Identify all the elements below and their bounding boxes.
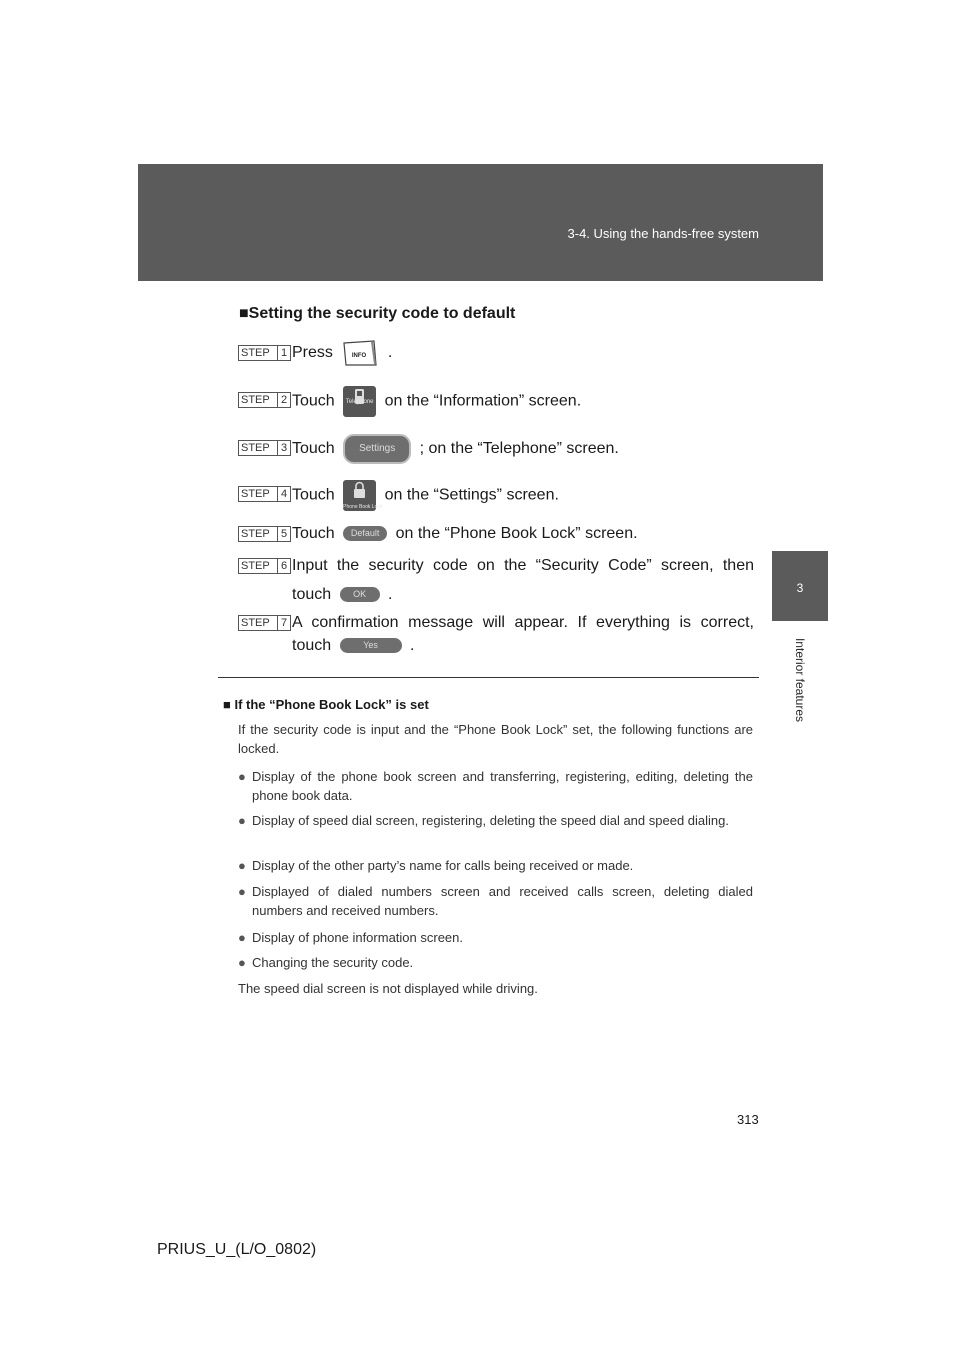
section-title: ■Setting the security code to default (239, 305, 516, 322)
step-4: STEP 4 Touch Phone Book Lock on the “Settings” screen. (238, 480, 754, 512)
step-badge: STEP 4 (238, 486, 291, 502)
step-7: STEP 7 A confirmation message will appear. If everything is correct, touch Yes . (238, 609, 754, 669)
chapter-tab-label (790, 628, 810, 732)
settings-button[interactable]: Settings (343, 434, 411, 464)
bullet-icon: ● (238, 858, 246, 873)
step-3: STEP 3 Touch Settings ; on the “Telephone” screen. (238, 434, 754, 464)
step-5: STEP 5 Touch Default on the “Phone Book Lock” screen. (238, 520, 754, 550)
note-title: ■ If the “Phone Book Lock” is set (223, 697, 429, 712)
default-button[interactable]: Default (343, 526, 387, 541)
step-badge: STEP 5 (238, 526, 291, 542)
telephone-icon[interactable]: Telephone (343, 386, 376, 417)
note-bullet: ● Display of the other party’s name for calls being received or made. (238, 858, 634, 873)
bullet-icon: ● (238, 813, 246, 828)
yes-button[interactable]: Yes (340, 638, 402, 653)
step-badge: STEP 6 (238, 558, 291, 574)
step-6: STEP 6 Input the security code on the “Security Code” screen, then touch OK . (238, 552, 754, 612)
note-bullet: ● Displayed of dialed numbers screen and received calls screen, deleting dialed numbers and received numbers. (238, 884, 753, 918)
step-2: STEP 2 Touch Telephone on the “Information” screen. (238, 386, 754, 418)
footer-code: PRIUS_U_(L/O_0802) (157, 1241, 317, 1258)
section-divider (218, 677, 759, 678)
info-key-icon (342, 339, 378, 367)
chapter-tab-label-text: Interior features (793, 637, 807, 723)
note-intro: If the security code is input and the “Phone Book Lock” set, the following functions are locked. (238, 722, 753, 756)
step-badge: STEP 7 (238, 615, 291, 631)
page-number: 313 (737, 1112, 759, 1127)
bullet-icon: ● (238, 955, 246, 970)
bullet-icon: ● (238, 769, 246, 784)
step-badge: STEP 2 (238, 392, 291, 408)
note-bullet: ● Display of phone information screen. (238, 930, 464, 945)
ok-button[interactable]: OK (340, 587, 380, 602)
bullet-icon: ● (238, 884, 246, 899)
phone-book-lock-icon[interactable]: Phone Book Lock (343, 480, 376, 511)
note-bullet: ● Display of the phone book screen and transferring, registering, editing, deleting the phone book data. (238, 769, 753, 803)
step-badge: STEP 1 (238, 345, 291, 361)
note-bullet: ● Display of speed dial screen, registering, deleting the speed dial and speed dialing. (238, 813, 729, 828)
note-bullet: ● Changing the security code. (238, 955, 414, 970)
step-1: STEP 1 Press INFO . (238, 339, 754, 369)
bullet-icon: ● (238, 930, 246, 945)
chapter-tab-number: 3 (796, 581, 804, 595)
note-outro: The speed dial screen is not displayed while driving. (238, 981, 538, 996)
svg-text:INFO: INFO (352, 353, 367, 359)
chapter-header (138, 164, 823, 281)
chapter-header-title: 3-4. Using the hands-free system (567, 226, 759, 241)
chapter-tab (772, 551, 828, 621)
step-badge: STEP 3 (238, 440, 291, 456)
